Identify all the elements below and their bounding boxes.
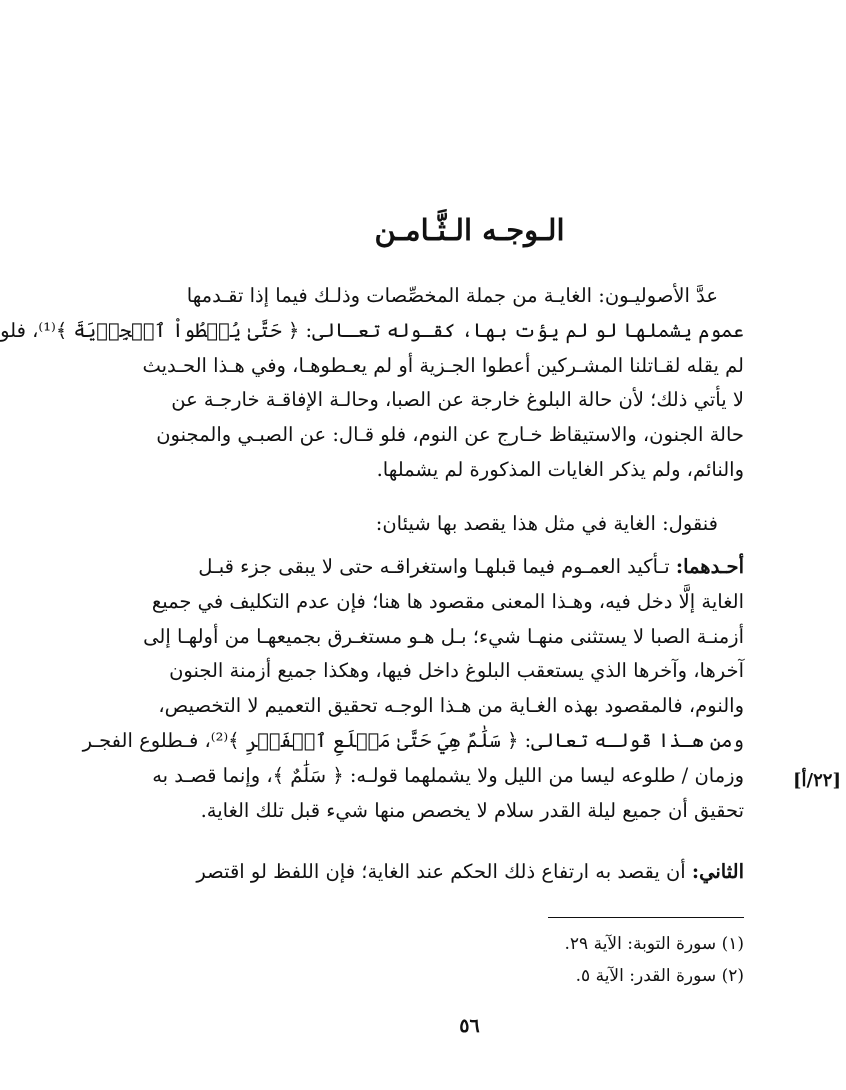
text-line: وزمان / طلوعه ليسا من الليل ولا يشملهما قولـه: ﴿ سَلَٰمٌ ﴾، وإنما قصـد به xyxy=(152,763,744,787)
manuscript-folio-marker: [٢٢/أ] xyxy=(793,770,841,791)
chapter-title: الـوجـه الـثَّـامـن xyxy=(374,213,565,247)
text-line: آخرها، وآخرها الذي يستعقب البلوغ داخل فيها، وهكذا جميع أزمنة الجنون xyxy=(169,659,744,683)
footnote-2: (٢) سورة القدر: الآية ٥. xyxy=(575,966,744,986)
footnote-divider xyxy=(548,917,744,918)
paragraph-lead: أحـدهما: xyxy=(675,555,744,578)
text-line: لم يقله لقـاتلنا المشـركين أعطوا الجـزية أو لم يعـطوهـا، وفي هـذا الحـديث xyxy=(142,353,744,377)
paragraph-4 xyxy=(149,855,744,890)
paragraph-2 xyxy=(149,507,744,542)
page-number: ٥٦ xyxy=(459,1015,480,1037)
text-line xyxy=(149,855,744,890)
text-fragment: تـأكيد العمـوم فيما قبلهـا واستغراقـه حتى لا يبقى جزء قبـل xyxy=(198,555,676,578)
text-line xyxy=(149,550,744,585)
text-fragment: أن يقصد به ارتفاع ذلك الحكم عند الغاية؛ فإن اللفظ لو اقتصر xyxy=(196,860,692,883)
text-line: تحقيق أن جميع ليلة القدر سلام لا يخصص منها شيء قبل تلك الغاية. xyxy=(200,798,744,822)
footnote-1: (١) سورة التوبة: الآية ٢٩. xyxy=(564,934,744,954)
text-line: لا يأتي ذلك؛ لأن حالة البلوغ خارجة عن الصبا، وحالـة الإفاقـة خارجـة عن xyxy=(171,388,744,412)
paragraph-lead: الثاني: xyxy=(691,860,744,883)
text-line: عدَّ الأصوليـون: الغايـة من جملة المخصِّصات وذلـك فيما إذا تقـدمها xyxy=(186,284,718,307)
text-line: فنقول: الغاية في مثل هذا يقصد بها شيئان: xyxy=(375,512,718,535)
text-line: والنائم، ولم يذكر الغايات المذكورة لم يشملها. xyxy=(376,457,744,481)
paragraph-3 xyxy=(82,550,744,828)
text-line: عموم يشملها لو لم يؤت بها، كقـوله تعـالى: ﴿ حَتَّىٰ يُعۡطُواْ ٱلۡجِزۡيَةَ ﴾⁽¹⁾، فلو xyxy=(0,318,744,342)
text-line: أزمنـة الصبا لا يستثنى منهـا شيء؛ بـل هـو مستغـرق بجميعهـا من أولهـا إلى xyxy=(143,624,744,648)
text-line: حالة الجنون، والاستيقاظ خـارج عن النوم، فلو قـال: عن الصبـي والمجنون xyxy=(156,423,744,447)
text-line: ومن هـذا قولـه تعالى: ﴿ سَلَٰمٌ هِيَ حَتَّىٰ مَطۡلَعِ ٱلۡفَجۡرِ ﴾⁽²⁾، فـطلوع الفجـر xyxy=(82,728,744,752)
paragraph-1 xyxy=(0,279,744,488)
text-line: والنوم، فالمقصود بهذه الغـاية من هـذا الوجـه تحقيق التعميم لا التخصيص، xyxy=(158,694,744,718)
text-line: الغاية إلَّا دخل فيه، وهـذا المعنى مقصود ها هنا؛ فإن عدم التكليف في جميع xyxy=(151,589,744,613)
